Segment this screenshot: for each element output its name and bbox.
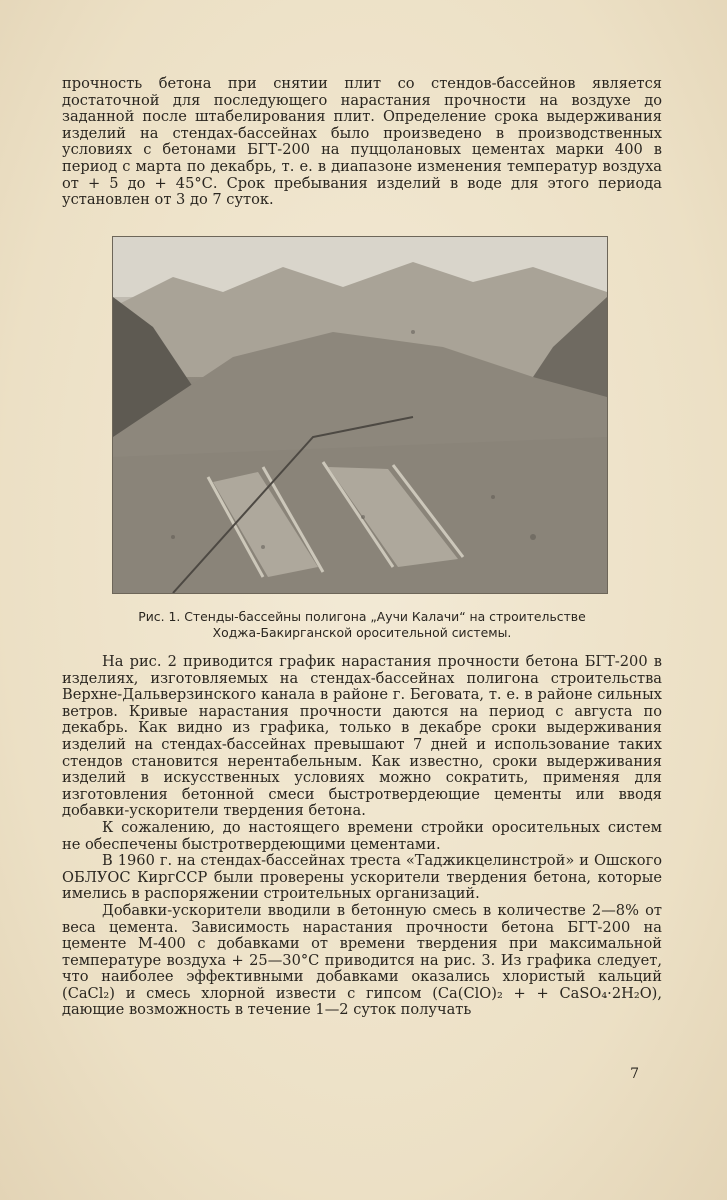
paragraph-fig2: На рис. 2 приводится график нарастания прочности бетона БГТ-200 в изделиях, изготовляемых на стендах-бассейнах полигона строительства Верхне-Дальверзинского канала в районе г. Беговата, т. е. в районе сильных ветров. Кривые нарастания прочности даются на период с августа по декабрь. Как видно из графика, только в декабре сроки выдерживания изделий на стендах-бассейнах превышают 7 дней и использование таких стендов становится нерентабельным. Как известно, сроки выдерживания изделий в искусственных условиях можно сократить, применяя для изготовления бетонной смеси быстротвердеющие цементы или вводя добавки-ускорители твердения бетона. (62, 653, 662, 820)
page-number: 7 (630, 1066, 639, 1082)
caption-line-2: Ходжа-Бакирганской оросительной системы. (212, 624, 512, 640)
paragraph-1960: В 1960 г. на стендах-бассейнах треста «Таджикцелинстрой» и Ошского ОБЛУОС КиргССР были проверены ускорители твердения бетона, которые имелись в распоряжении строительных организаций. (62, 852, 662, 903)
body-text (62, 654, 662, 1019)
paragraph-cements: К сожалению, до настоящего времени стройки оросительных систем не обеспечены быстротвердеющими цементами. (62, 818, 662, 853)
caption-line-1: Рис. 1. Стенды-бассейны полигона „Аучи Калачи“ на строительстве (138, 609, 586, 624)
paragraph-additives: Добавки-ускорители вводили в бетонную смесь в количестве 2—8% от веса цемента. Зависимость нарастания прочности бетона БГТ-200 на цементе М-400 с добавками от времени твердения при максимальной температуре воздуха + 25—30°С приводится на рис. 3. Из графика следует, что наиболее эффективными добавками оказались хлористый кальций (CaCl₂) и смесь хлорной извести с гипсом (Ca(ClO)₂ + + CaSO₄·2H₂O), дающие возможность в течение 1—2 суток получать (62, 901, 662, 1019)
figure-photo-pools (112, 236, 608, 594)
landscape-photo-icon (113, 237, 607, 593)
paragraph-intro: прочность бетона при снятии плит со стендов-бассейнов является достаточной для последующего нарастания прочности на воздухе до заданной после штабелирования плит. Определение срока выдерживания изделий на стендах-бассейнах было произведено в производственных условиях с бетонами БГТ-200 на пуццолановых цементах марки 400 в период с марта по декабрь, т. е. в диапазоне изменения температур воздуха от + 5 до + 45°С. Срок пребывания изделий в воде для этого периода установлен от 3 до 7 суток. (62, 75, 662, 209)
figure-caption (62, 609, 662, 640)
